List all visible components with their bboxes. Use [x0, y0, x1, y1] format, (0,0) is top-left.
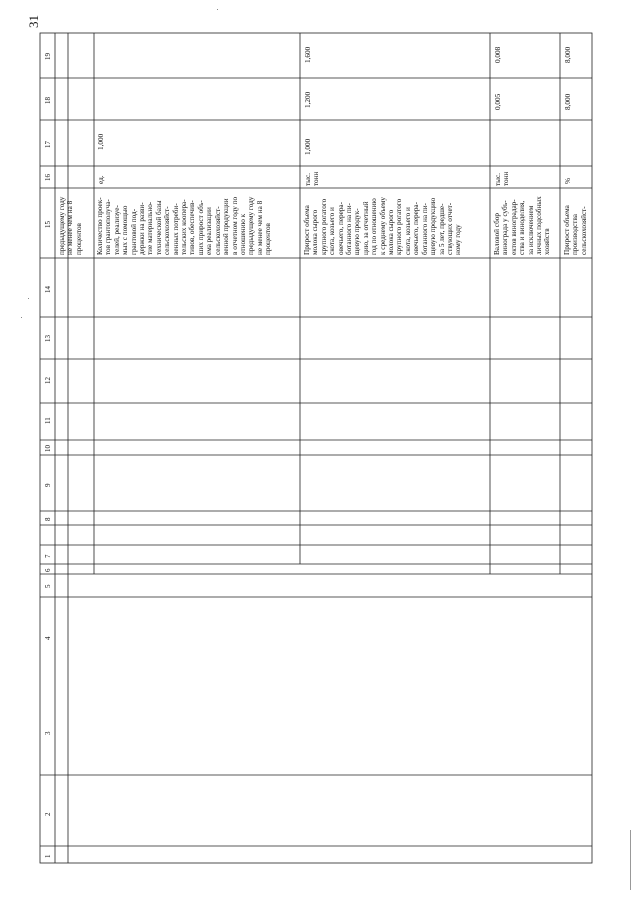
page-number: 31 — [26, 15, 41, 28]
value-cell: 1,600 — [304, 46, 312, 63]
column-number: 1 — [44, 854, 52, 858]
unit-cell: ед. — [97, 175, 105, 184]
value-cell: 1,200 — [304, 91, 312, 108]
value-cell: 0,005 — [494, 93, 502, 110]
column-number: 17 — [44, 141, 52, 148]
column-number: 7 — [44, 554, 52, 558]
value-cell: 8,000 — [564, 93, 572, 110]
indicator-text: Прирост объема молока сырого крупного рогатого скота, козьего и овечьего, перера- ботанного на пи- щевую продук- цию, за отчетный год по отношению к среднему объему молока сырого крупного рогатого скота, козьего и овечьего, перера- ботанного на пи- щевую продукцию за 5 лет, предше- ствующих отчет- ному году — [303, 197, 463, 255]
column-number: 6 — [44, 568, 52, 572]
value-cell: 8,000 — [564, 46, 572, 63]
column-number: 2 — [44, 812, 52, 816]
column-number: 13 — [44, 335, 52, 342]
indicator-text: Прирост объема производства сельскохозяйст- — [563, 205, 588, 255]
column-number: 14 — [44, 286, 52, 293]
indicator-text: Валовой сбор винограда у субъ- ектов виноградар- ства и виноделия, за исключением личных подсобных хозяйств — [493, 196, 552, 255]
column-number: 15 — [44, 221, 52, 228]
column-number: 5 — [44, 584, 52, 588]
column-number: 18 — [44, 97, 52, 104]
scan-speck — [217, 9, 218, 10]
column-number: 19 — [44, 53, 52, 60]
column-number: 12 — [44, 377, 52, 384]
indicator-text: Количество проек- тов грантополуча- телей, реализуе- мых с помощью грантовой под- держки на разви- тие материально- технической базы сельскохозяйст- венных потреби- тельских коопера- тивов, обеспечив- ших прирост объ- ема реализации сельскохозяйст- венной продукции в отчетном году по отношению к предыдущему году не менее чем на 8 процентов — [96, 196, 273, 255]
value-cell: 1,000 — [97, 133, 105, 150]
scan-speck — [28, 298, 29, 299]
value-cell: 0,008 — [494, 46, 502, 63]
column-number: 4 — [44, 636, 52, 640]
column-number: 11 — [44, 417, 52, 424]
unit-cell: тыс. тонн — [304, 171, 321, 186]
value-cell: 1,000 — [304, 138, 312, 155]
column-number: 16 — [44, 174, 52, 181]
unit-cell: тыс. тонн — [494, 171, 511, 186]
column-number: 8 — [44, 517, 52, 521]
indicator-text: предыдущему году не менее чем на 8 процентов — [58, 196, 83, 255]
column-number: 9 — [44, 483, 52, 487]
scan-speck — [630, 830, 631, 890]
column-number: 3 — [44, 731, 52, 735]
scan-speck — [21, 317, 22, 318]
unit-cell: % — [564, 178, 572, 184]
column-number: 10 — [44, 445, 52, 452]
